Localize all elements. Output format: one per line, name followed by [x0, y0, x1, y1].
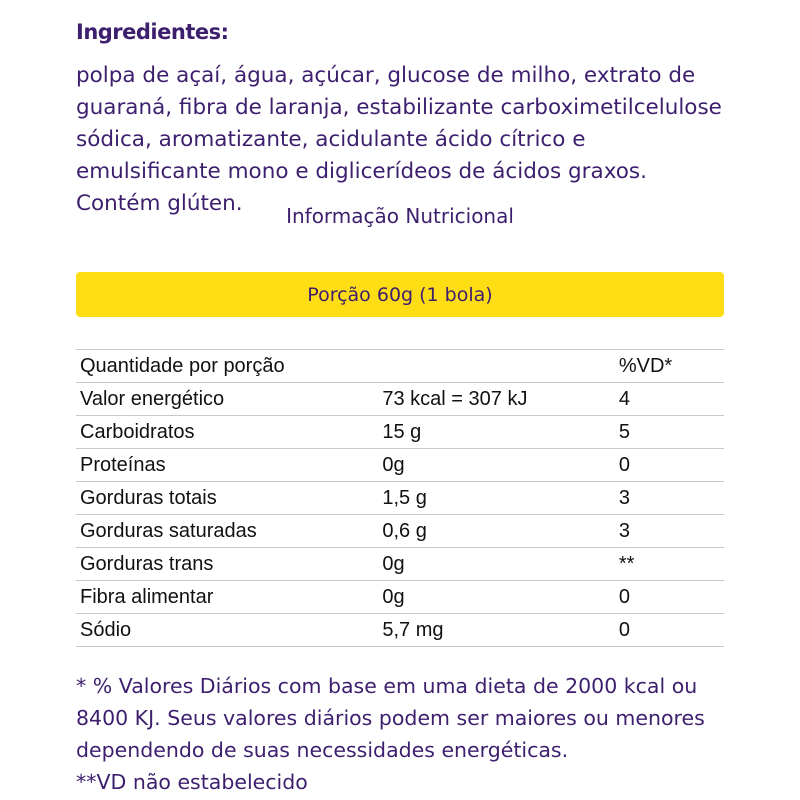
- row-label: Gorduras totais: [76, 482, 378, 515]
- row-vd: 3: [615, 482, 724, 515]
- row-amount: 15 g: [378, 416, 614, 449]
- portion-banner: [76, 272, 724, 317]
- table-row: [76, 581, 724, 614]
- nutrition-table: [76, 349, 724, 647]
- row-label: Sódio: [76, 614, 378, 647]
- ingredients-text: polpa de açaí, água, açúcar, glucose de milho, extrato de guaraná, fibra de laranja, estabilizante carboximetilcelulose sódica, aromatizante, acidulante ácido cítrico e emulsificante mono e diglicerídeos de ácidos graxos. Contém glúten.: [76, 63, 722, 216]
- table-row: [76, 449, 724, 482]
- nutrition-title: Informação Nutricional: [286, 204, 514, 228]
- row-label: Carboidratos: [76, 416, 378, 449]
- table-row: [76, 383, 724, 416]
- daily-values-footnote: * % Valores Diários com base em uma dieta de 2000 kcal ou 8400 KJ. Seus valores diários podem ser maiores ou menores dependendo de suas necessidades energéticas.: [76, 674, 705, 762]
- row-amount: 73 kcal = 307 kJ: [378, 383, 614, 416]
- row-amount: 0g: [378, 581, 614, 614]
- row-vd: 0: [615, 581, 724, 614]
- row-label: Valor energético: [76, 383, 378, 416]
- row-label: Proteínas: [76, 449, 378, 482]
- row-amount: 0,6 g: [378, 515, 614, 548]
- row-amount: 0g: [378, 449, 614, 482]
- row-label: Gorduras trans: [76, 548, 378, 581]
- table-row: [76, 482, 724, 515]
- row-amount: 1,5 g: [378, 482, 614, 515]
- row-vd: 3: [615, 515, 724, 548]
- vd-not-established-footnote: **VD não estabelecido: [76, 770, 308, 794]
- ingredients-heading: Ingredientes:: [76, 20, 229, 44]
- table-row: [76, 416, 724, 449]
- table-row: [76, 548, 724, 581]
- table-row: [76, 515, 724, 548]
- row-amount: 0g: [378, 548, 614, 581]
- header-amount: [378, 350, 614, 383]
- portion-label: Porção 60g (1 bola): [307, 283, 493, 306]
- header-label: Quantidade por porção: [76, 350, 378, 383]
- row-vd: 5: [615, 416, 724, 449]
- row-amount: 5,7 mg: [378, 614, 614, 647]
- header-vd: %VD*: [615, 350, 724, 383]
- table-header-row: [76, 350, 724, 383]
- row-vd: 4: [615, 383, 724, 416]
- footnotes: [76, 670, 736, 798]
- row-vd: **: [615, 548, 724, 581]
- row-label: Gorduras saturadas: [76, 515, 378, 548]
- row-vd: 0: [615, 449, 724, 482]
- row-vd: 0: [615, 614, 724, 647]
- table-row: [76, 614, 724, 647]
- row-label: Fibra alimentar: [76, 581, 378, 614]
